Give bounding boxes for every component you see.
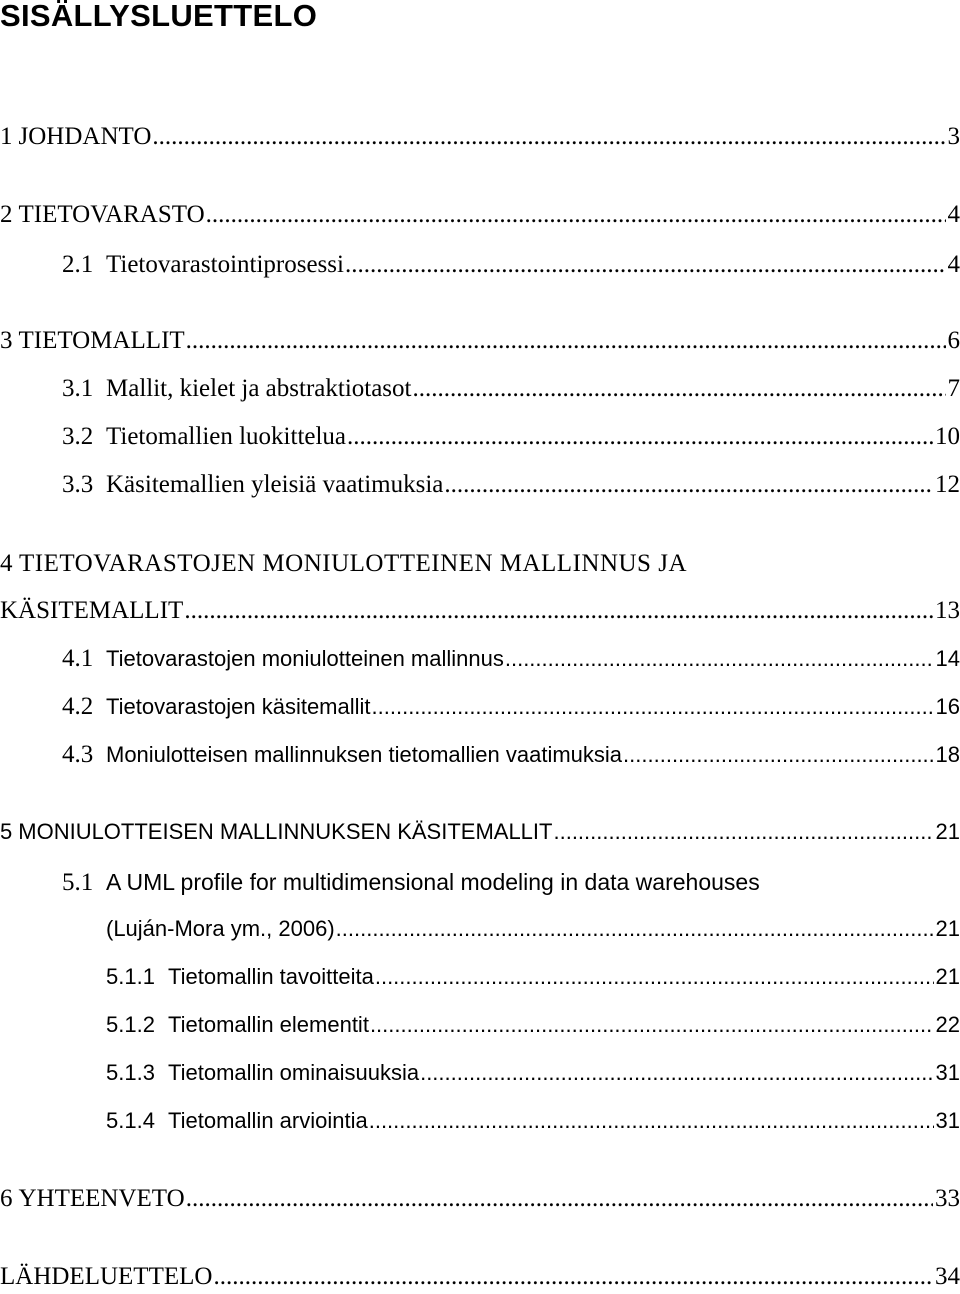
toc-leader-dots [206,198,946,232]
toc-entry-title: Tietovarastojen käsitemallit [106,690,371,724]
toc-entry-title: Tietovarastojen moniulotteinen mallinnus [106,642,504,676]
toc-leader-dots [369,1104,934,1138]
toc-leader-dots [184,594,933,628]
toc-entry-number: 1 [0,120,13,154]
toc-entry-number: 4.3 [62,738,106,772]
toc-page-number: 21 [935,960,960,994]
toc-entry-number: 5.1.4 [106,1104,168,1138]
toc-entry-lujan-mora[interactable] [106,912,960,946]
toc-leader-dots [420,1056,933,1090]
toc-entry-title: TIETOVARASTO [19,198,205,232]
toc-entry-title: Tietomallien luokittelua [106,420,346,454]
toc-leader-dots [336,912,934,946]
toc-leader-dots [505,642,934,676]
toc-page-number: 31 [935,1104,960,1138]
toc-leader-dots [623,738,933,772]
toc-page-number: 7 [947,372,960,406]
toc-page-number: 34 [934,1260,960,1294]
toc-entry-title: MONIULOTTEISEN MALLINNUKSEN KÄSITEMALLIT [18,815,552,849]
toc-entry-number: 4.2 [62,690,106,724]
toc-page-number: 22 [935,1008,960,1042]
toc-entry-tietovarasto[interactable] [0,198,960,232]
toc-leader-dots [444,468,933,502]
toc-entry-title: Tietovarastointiprosessi [106,248,344,282]
toc-entry-moniulotteinen-mallinnus[interactable] [62,642,960,676]
toc-entry-uml-profile-heading[interactable] [62,865,760,900]
toc-entry-tietomallien-vaatimuksia[interactable] [62,738,960,772]
toc-leader-dots [347,420,933,454]
toc-entry-title: Tietomallin tavoitteita [168,960,374,994]
toc-entry-number: 3.3 [62,468,106,502]
toc-page-number: 21 [935,912,960,946]
toc-entry-title: TIETOMALLIT [19,324,185,358]
toc-entry-number: 5.1 [62,866,106,900]
toc-page-number: 33 [934,1182,960,1216]
toc-entry-title: YHTEENVETO [19,1182,185,1216]
toc-entry-number: 2.1 [62,248,106,282]
toc-entry-tietomallien-luokittelua[interactable] [62,420,960,454]
toc-page-number: 18 [935,738,960,772]
toc-page-number: 12 [934,468,960,502]
toc-leader-dots [186,324,946,358]
toc-entry-moniulotteinen-mallinnus-heading[interactable] [0,547,687,581]
toc-leader-dots [412,372,945,406]
toc-entry-johdanto[interactable] [0,120,960,154]
toc-entry-number: 5 [0,815,12,849]
toc-entry-kasitemallien-vaatimuksia[interactable] [62,468,960,502]
toc-leader-dots [152,120,945,154]
toc-entry-number: 2 [0,198,13,232]
toc-leader-dots [372,690,934,724]
toc-entry-title: Tietomallin elementit [168,1008,369,1042]
toc-leader-dots [186,1182,933,1216]
toc-page-number: 21 [935,815,960,849]
toc-entry-tietomallin-tavoitteita[interactable] [106,960,960,994]
toc-page-number: 14 [935,642,960,676]
toc-leader-dots [345,248,946,282]
toc-entry-title: A UML profile for multidimensional modeling in data warehouses [106,869,760,895]
toc-entry-mallit-kielet[interactable] [62,372,960,406]
toc-entry-number: 5.1.2 [106,1008,168,1042]
toc-leader-dots [375,960,934,994]
toc-entry-tietomallin-elementit[interactable] [106,1008,960,1042]
toc-entry-number: 6 [0,1182,13,1216]
toc-page-number: 3 [947,120,960,154]
toc-entry-number: 4 [0,550,13,577]
toc-entry-title: Tietomallin ominaisuuksia [168,1056,419,1090]
toc-entry-number: 5.1.3 [106,1056,168,1090]
toc-entry-number: 3 [0,324,13,358]
toc-entry-title: Mallit, kielet ja abstraktiotasot [106,372,411,406]
toc-entry-title: Moniulotteisen mallinnuksen tietomallien vaatimuksia [106,738,622,772]
toc-entry-number: 3.2 [62,420,106,454]
toc-entry-title-continued: (Luján-Mora ym., 2006) [106,912,335,946]
toc-leader-dots [370,1008,934,1042]
toc-entry-title: Käsitemallien yleisiä vaatimuksia [106,468,443,502]
toc-leader-dots [553,815,933,849]
toc-entry-tietomallin-ominaisuuksia[interactable] [106,1056,960,1090]
toc-entry-title: LÄHDELUETTELO [0,1260,212,1294]
toc-entry-number: 3.1 [62,372,106,406]
toc-page-number: 4 [947,198,960,232]
toc-entry-yhteenveto[interactable] [0,1182,960,1216]
toc-page-number: 10 [934,420,960,454]
toc-page-number: 16 [935,690,960,724]
toc-entry-number: 5.1.1 [106,960,168,994]
toc-entry-tietovarastojen-kasitemallit[interactable] [62,690,960,724]
toc-entry-number: 4.1 [62,642,106,676]
toc-page-number: 13 [934,594,960,628]
toc-entry-title-continued: KÄSITEMALLIT [0,594,183,628]
toc-entry-title: TIETOVARASTOJEN MONIULOTTEINEN MALLINNUS JA [19,550,687,577]
page-title: SISÄLLYSLUETTELO [0,0,317,38]
toc-entry-kasitemallit[interactable] [0,594,960,628]
toc-page-number: 4 [947,248,960,282]
toc-entry-tietomallit[interactable] [0,324,960,358]
toc-page-number: 31 [935,1056,960,1090]
toc-page-number: 6 [947,324,960,358]
toc-entry-title: Tietomallin arviointia [168,1104,368,1138]
toc-entry-title: JOHDANTO [19,120,152,154]
toc-entry-tietomallin-arviointia[interactable] [106,1104,960,1138]
toc-entry-tietovarastointiprosessi[interactable] [62,248,960,282]
toc-entry-moniulotteisen-kasitemallit[interactable] [0,815,960,849]
